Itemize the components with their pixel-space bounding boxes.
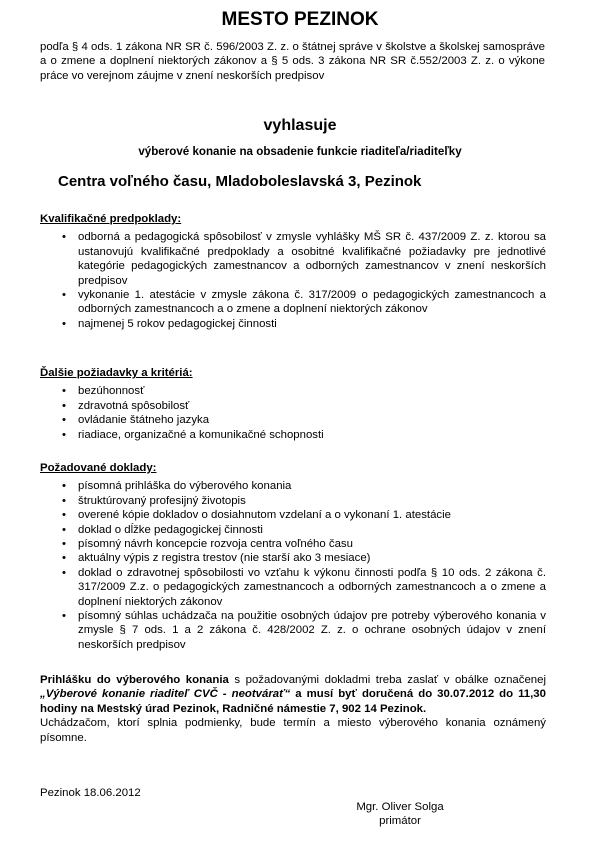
documents-section [40,461,546,652]
list-item: • overené kópie dokladov o dosiahnutom vzdelaní a o vykonaní 1. atestácie [40,508,546,522]
subject-line: výberové konanie na obsadenie funkcie riaditeľa/riaditeľky [138,145,462,158]
requirements-section [40,366,546,442]
qualifications-list [40,230,546,331]
list-item: • vykonanie 1. atestácie v zmysle zákona č. 317/2009 o pedagogických zamestnancoch a odborných zamestnancoch a o zmene a doplnení niektorých zákonov [40,288,546,317]
list-item: • aktuálny výpis z registra trestov (nie starší ako 3 mesiace) [40,551,546,565]
list-item: • písomný súhlas uchádzača na použitie osobných údajov pre potreby výberového konania v zmysle § 7 ods. 1 a 2 zákona č. 428/2002 Z. z. o ochrane osobných údajov v znení neskorších predpisov [40,609,546,652]
signer-title: primátor [379,815,421,828]
list-item: • štruktúrovaný profesijný životopis [40,494,546,508]
list-item: • písomný návrh koncepcie rozvoja centra voľného času [40,537,546,551]
documents-heading: Požadované doklady: [40,462,157,474]
list-item: • ovládanie štátneho jazyka [40,413,546,427]
place-date: Pezinok 18.06.2012 [40,787,141,799]
list-item: • písomná prihláška do výberového konania [40,479,546,493]
envelope-label: „Výberové konanie riaditeľ CVČ - neotvárať“ [40,688,291,701]
submission-lead: Prihlášku do výberového konania [40,674,229,686]
list-item: • najmenej 5 rokov pedagogickej činnosti [40,317,546,331]
legal-basis-paragraph: podľa § 4 ods. 1 zákona NR SR č. 596/2003 Z. z. o štátnej správe v školstve a školskej samospráve a o zmene a doplnení niektorých zákonov a § 5 ods. 3 zákona NR SR č.552/2003 Z. z. o výkone práce vo verejnom záujme v znení neskorších predpisov [40,41,545,82]
notification-paragraph: Uchádzačom, ktorí splnia podmienky, bude termín a miesto výberového konania oznámený písomne. [40,717,546,744]
requirements-list [40,384,546,442]
submission-instructions [40,673,546,745]
documents-list [40,479,546,652]
signer-name: Mgr. Oliver Solga [356,801,444,813]
announcement-heading: vyhlasuje [263,117,337,134]
list-item: • doklad o zdravotnej spôsobilosti vo vzťahu k výkonu činnosti podľa § 10 ods. 2 zákona č. 317/2009 Z.z. o pedagogických zamestnancoch a odborných zamestnancoch a o zmene a doplnení niektorých zákonov [40,566,546,609]
list-item: • doklad o dĺžke pedagogickej činnosti [40,523,546,537]
deadline-text: a musí byť doručená do 30.07.2012 do 11,30 hodiny na Mestský úrad Pezinok, Radničné námestie 7, 902 14 Pezinok. [40,688,546,715]
qualifications-section [40,212,546,331]
institution-name: Centra voľného času, Mladoboleslavská 3, Pezinok [58,173,422,190]
list-item: • zdravotná spôsobilosť [40,399,546,413]
qualifications-heading: Kvalifikačné predpoklady: [40,213,182,225]
document-title: MESTO PEZINOK [221,9,379,30]
signature-block [340,800,460,829]
list-item: • riadiace, organizačné a komunikačné schopnosti [40,428,546,442]
list-item: • odborná a pedagogická spôsobilosť v zmysle vyhlášky MŠ SR č. 437/2009 Z. z. ktorou sa ustanovujú kvalifikačné predpoklady a osobitné kvalifikačné požiadavky pre jednotlivé kategórie pedagogických zamestnancov a odborných zamestnancov v znení neskorších predpisov [40,230,546,288]
list-item: • bezúhonnosť [40,384,546,398]
submission-paragraph [40,673,546,716]
submission-text: s požadovanými dokladmi treba zaslať v obálke označenej [228,674,546,686]
requirements-heading: Ďalšie požiadavky a kritériá: [40,367,193,379]
